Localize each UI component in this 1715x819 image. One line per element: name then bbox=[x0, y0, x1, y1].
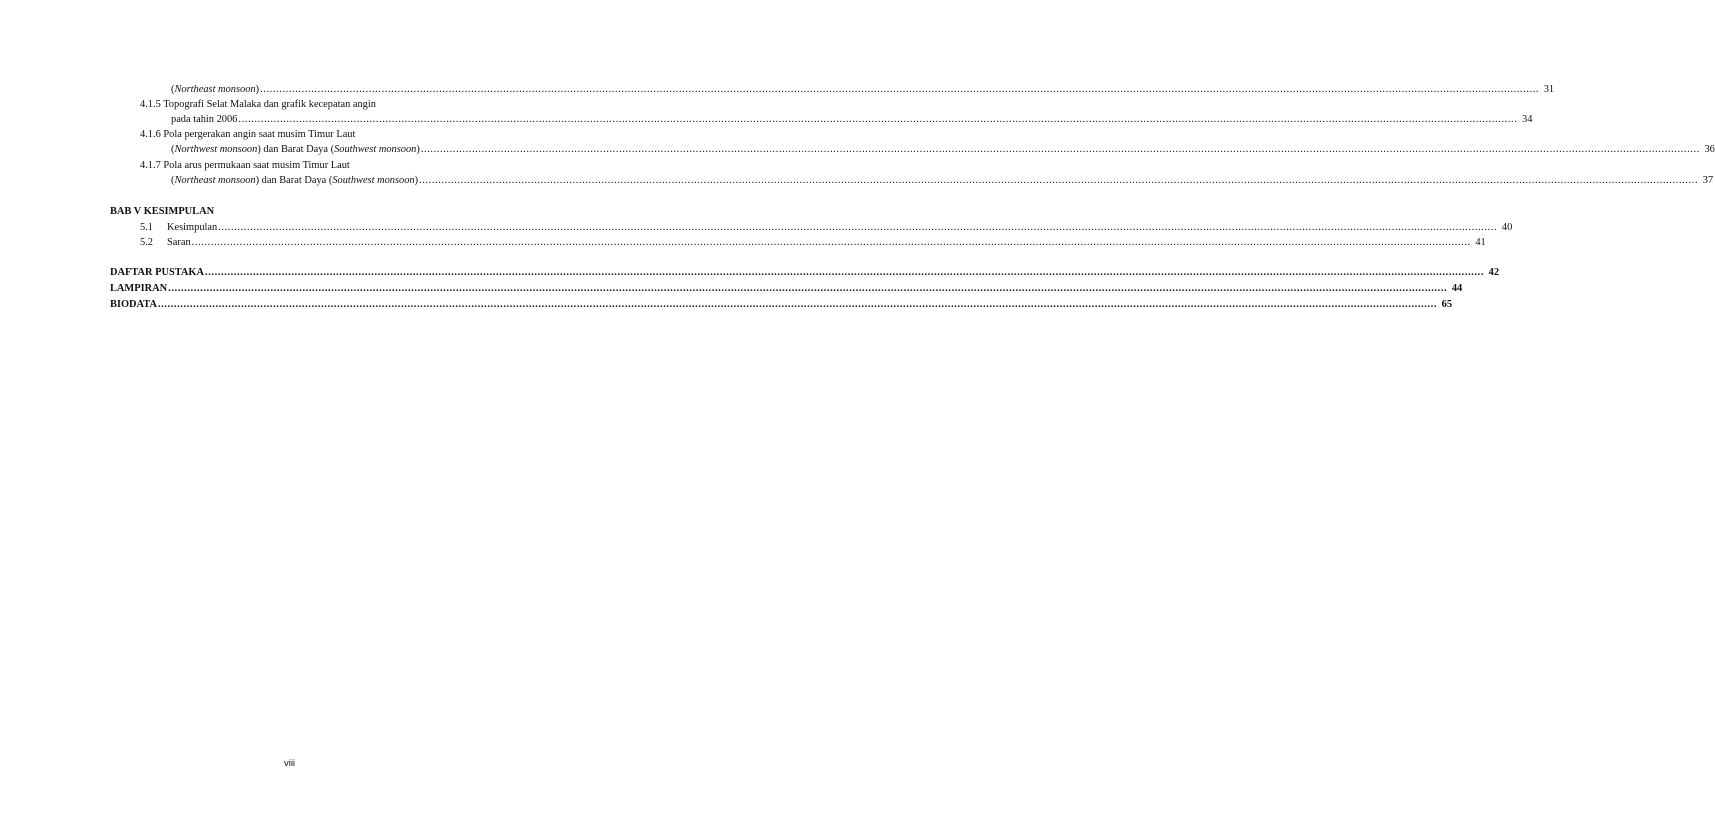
toc-entry-4-1-6 bbox=[171, 143, 1715, 157]
toc-entry-daftar-pustaka bbox=[110, 266, 1500, 280]
toc-entry-4-1-6-title: 4.1.6 Pola pergerakan angin saat musim Timur Laut bbox=[140, 129, 356, 140]
toc-entry-5-2 bbox=[140, 236, 1486, 250]
toc-entry-4-1-7-title: 4.1.7 Pola arus permukaan saat musim Timur Laut bbox=[140, 160, 350, 171]
toc-entry-text: (Northeast monsoon) dan Barat Daya (Southwest monsoon) bbox=[171, 175, 419, 186]
toc-entry-text: 5.2 Saran bbox=[140, 237, 191, 248]
toc-page-number: 34 bbox=[1522, 114, 1533, 125]
toc-leader-dots: ................................................................................................................................................................................................................................................................................................................................................................................................................ bbox=[419, 175, 1699, 186]
toc-leader-dots: ................................................................................................................................................................................................................................................................................................................................................................................................................ bbox=[205, 267, 1485, 278]
toc-leader-dots: ................................................................................................................................................................................................................................................................................................................................................................................................................ bbox=[238, 114, 1518, 125]
toc-entry-lampiran bbox=[110, 282, 1463, 296]
toc-page-number: 37 bbox=[1702, 175, 1714, 186]
toc-page-number: 41 bbox=[1475, 237, 1486, 248]
toc-page-number: 44 bbox=[1451, 283, 1463, 294]
chapter-5-heading: BAB V KESIMPULAN bbox=[110, 206, 215, 217]
toc-leader-dots: ................................................................................................................................................................................................................................................................................................................................................................................................................ bbox=[168, 283, 1448, 294]
toc-entry-5-1 bbox=[140, 221, 1513, 235]
toc-leader-dots: ................................................................................................................................................................................................................................................................................................................................................................................................................ bbox=[157, 299, 1438, 310]
toc-entry-4-1-5-title: 4.1.5 Topografi Selat Malaka dan grafik kecepatan angin bbox=[140, 99, 376, 110]
toc-page-number: 42 bbox=[1488, 267, 1500, 278]
toc-entry-text: (Northeast monsoon) bbox=[171, 84, 260, 95]
toc-page-number: 40 bbox=[1501, 222, 1513, 233]
toc-leader-dots: ................................................................................................................................................................................................................................................................................................................................................................................................................ bbox=[191, 237, 1471, 248]
toc-page-number: 65 bbox=[1441, 299, 1453, 310]
toc-entry-text: (Northwest monsoon) dan Barat Daya (Southwest monsoon) bbox=[171, 144, 420, 155]
toc-leader-dots: ................................................................................................................................................................................................................................................................................................................................................................................................................ bbox=[260, 84, 1540, 95]
toc-page-number: 31 bbox=[1543, 84, 1555, 95]
toc-entry-biodata bbox=[110, 298, 1453, 312]
toc-leader-dots: ................................................................................................................................................................................................................................................................................................................................................................................................................ bbox=[420, 144, 1700, 155]
toc-page-number: 36 bbox=[1704, 144, 1715, 155]
toc-leader-dots: ................................................................................................................................................................................................................................................................................................................................................................................................................ bbox=[218, 222, 1498, 233]
page-number: viii bbox=[283, 758, 296, 769]
toc-entry-text: LAMPIRAN bbox=[110, 283, 168, 294]
toc-entry-text: pada tahin 2006 bbox=[171, 114, 238, 125]
toc-entry-text: DAFTAR PUSTAKA bbox=[110, 267, 204, 278]
toc-entry-text: BIODATA bbox=[110, 299, 157, 310]
toc-entry-4-1-7 bbox=[171, 174, 1714, 188]
toc-entry-4-1-5 bbox=[171, 113, 1533, 127]
toc-entry-northeast-monsoon bbox=[171, 83, 1555, 97]
toc-entry-text: 5.1 Kesimpulan bbox=[140, 222, 218, 233]
